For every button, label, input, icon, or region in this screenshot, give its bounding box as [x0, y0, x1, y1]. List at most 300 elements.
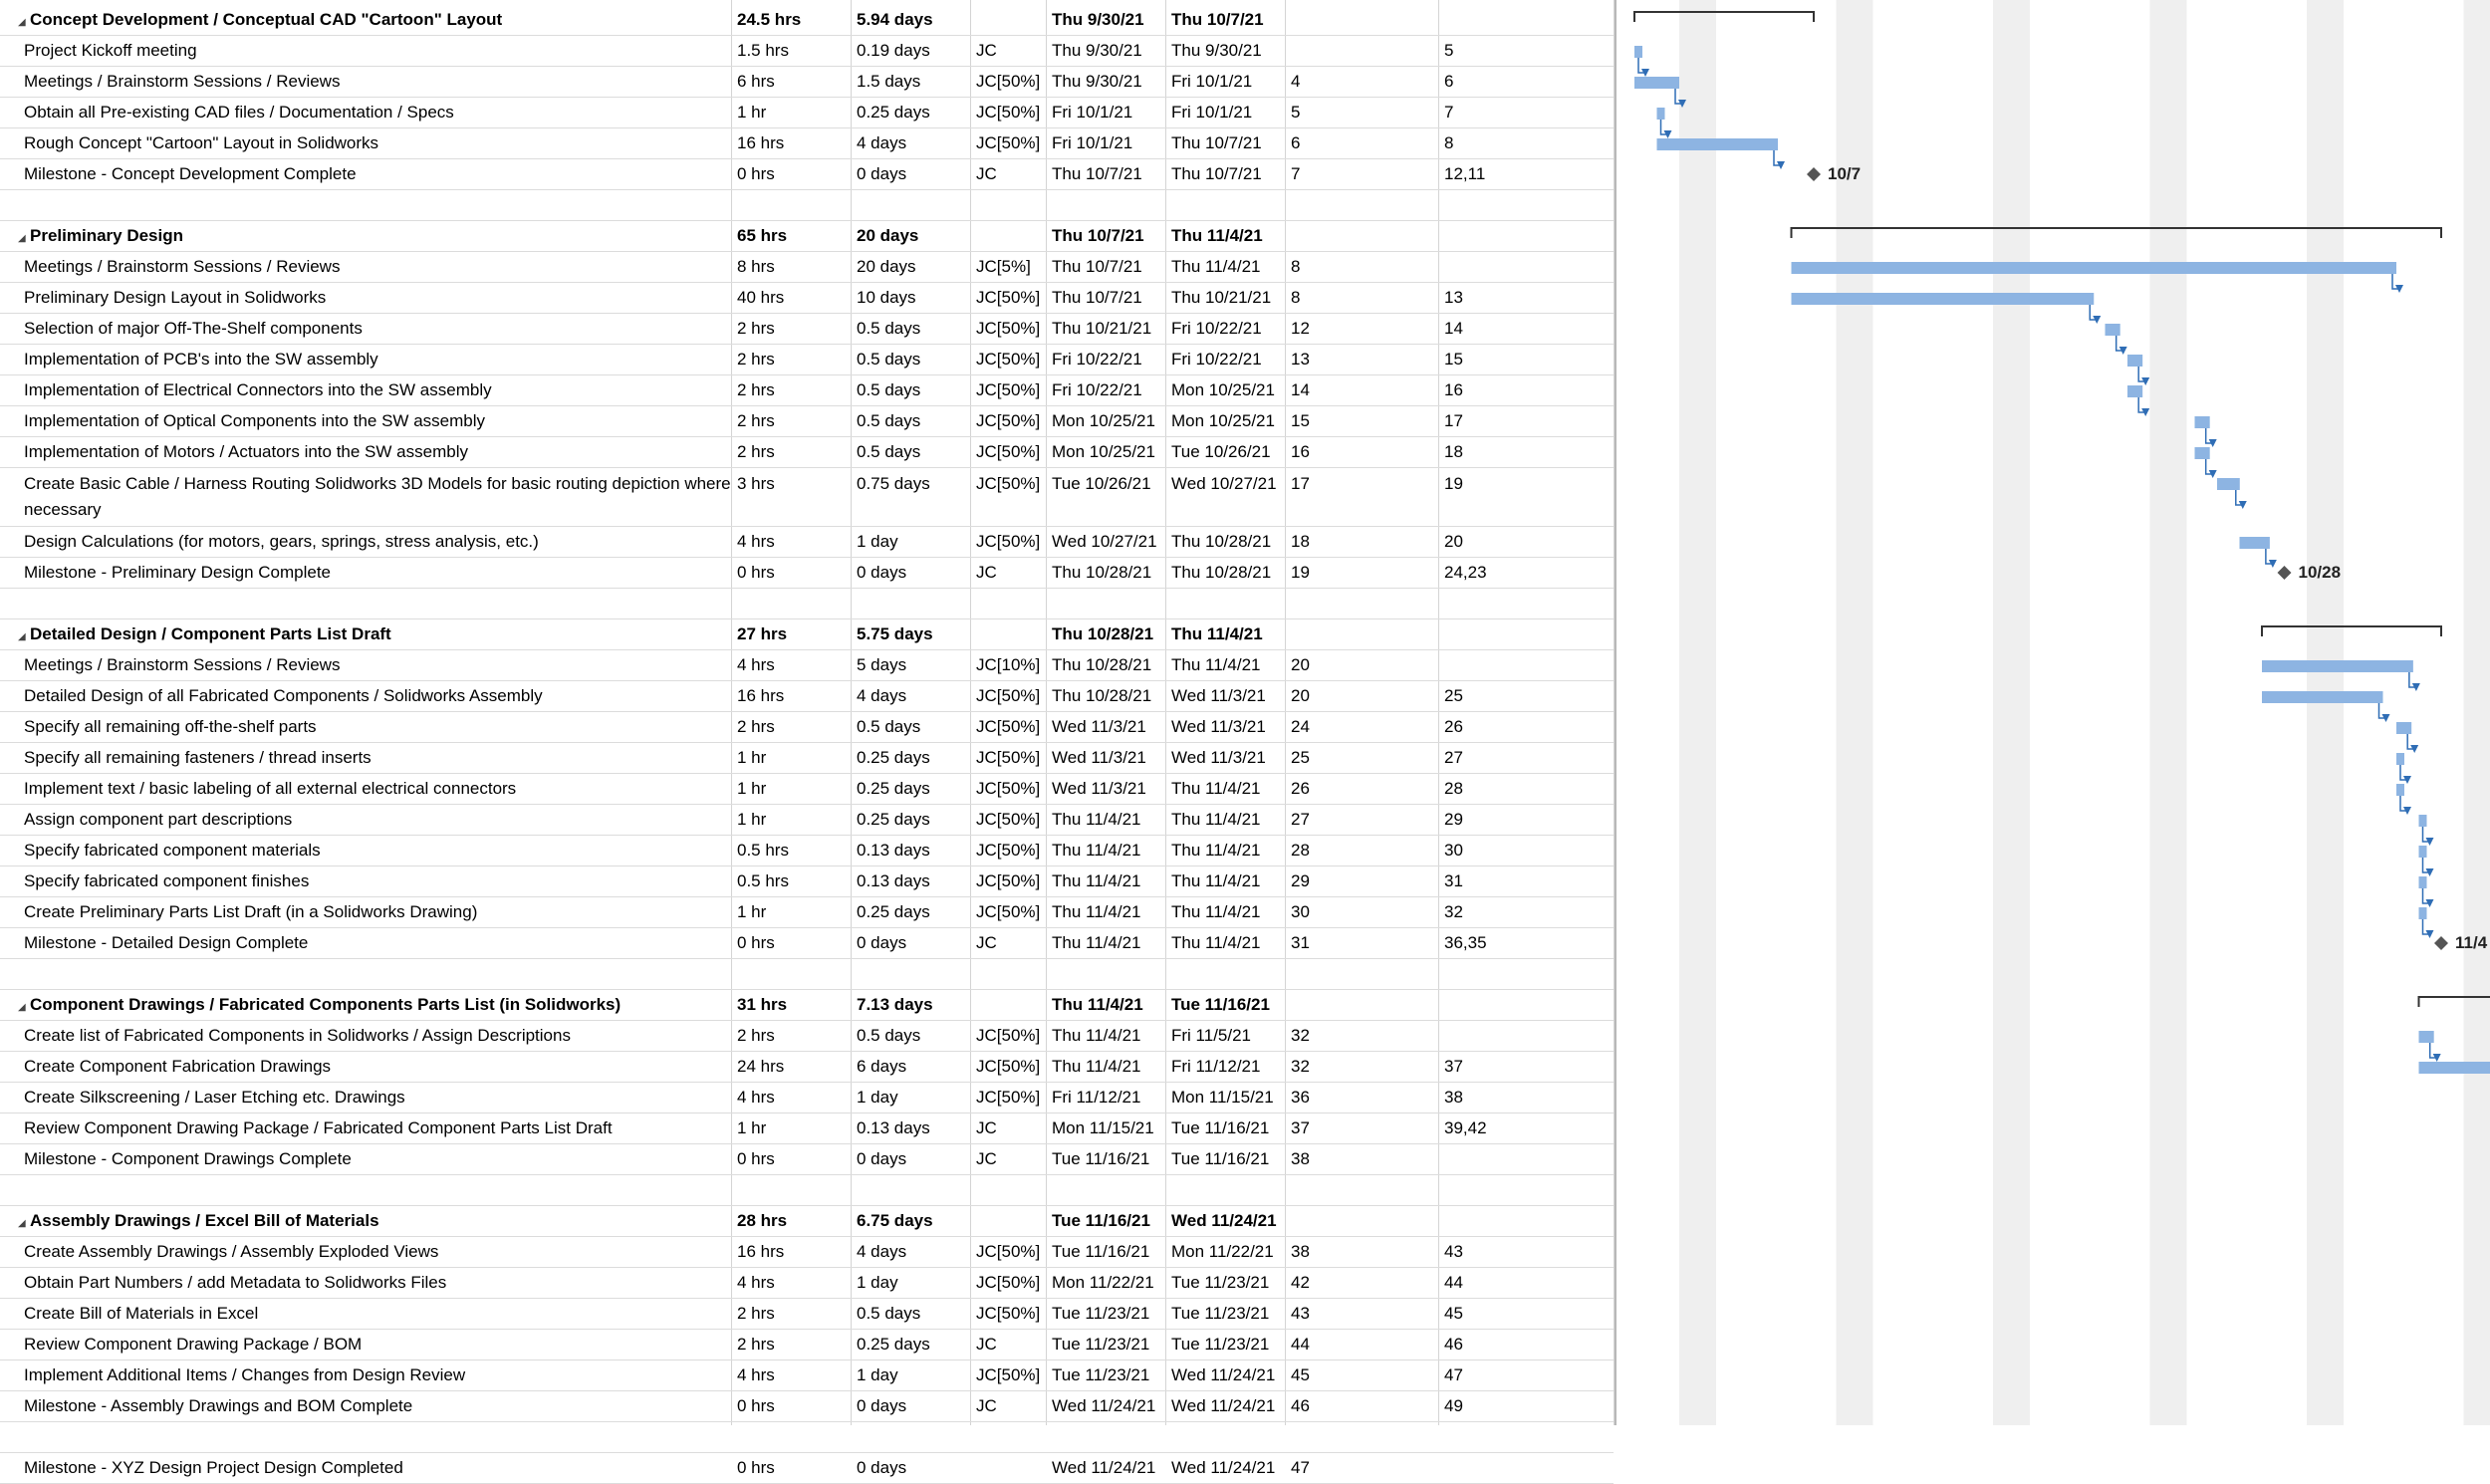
resource-cell[interactable] — [972, 619, 1046, 649]
work-cell[interactable]: 0 hrs — [733, 1391, 851, 1421]
task-row[interactable] — [0, 468, 1614, 527]
finish-cell[interactable]: Wed 11/3/21 — [1167, 681, 1285, 711]
work-cell[interactable]: 6 hrs — [733, 67, 851, 97]
task-row[interactable] — [0, 836, 1614, 866]
resource-cell[interactable]: JC[5%] — [972, 252, 1046, 282]
task-name-cell[interactable]: Meetings / Brainstorm Sessions / Reviews — [20, 650, 731, 680]
task-name-cell[interactable]: Specify all remaining fasteners / thread inserts — [20, 743, 731, 773]
start-cell[interactable]: Thu 10/28/21 — [1048, 650, 1165, 680]
predecessors-cell[interactable]: 15 — [1287, 406, 1438, 436]
work-cell[interactable]: 4 hrs — [733, 650, 851, 680]
start-cell[interactable]: Thu 10/7/21 — [1048, 221, 1165, 251]
duration-cell[interactable]: 0.5 days — [853, 375, 970, 405]
finish-cell[interactable]: Thu 10/21/21 — [1167, 283, 1285, 313]
work-cell[interactable]: 2 hrs — [733, 437, 851, 467]
predecessors-cell[interactable]: 12 — [1287, 314, 1438, 344]
finish-cell[interactable]: Thu 10/28/21 — [1167, 527, 1285, 557]
task-name-cell[interactable]: Milestone - Concept Development Complete — [20, 159, 731, 189]
successors-cell[interactable]: 36,35 — [1440, 928, 1614, 958]
task-row[interactable] — [0, 36, 1614, 67]
task-row[interactable] — [0, 345, 1614, 375]
resource-cell[interactable] — [972, 990, 1046, 1020]
resource-cell[interactable]: JC[50%] — [972, 128, 1046, 158]
work-cell[interactable]: 0 hrs — [733, 1453, 851, 1483]
start-cell[interactable]: Tue 11/23/21 — [1048, 1330, 1165, 1360]
task-name-cell[interactable]: Implementation of Electrical Connectors into the SW assembly — [20, 375, 731, 405]
resource-cell[interactable]: JC — [972, 1391, 1046, 1421]
task-row[interactable] — [0, 1360, 1614, 1391]
successors-cell[interactable]: 25 — [1440, 681, 1614, 711]
resource-cell[interactable]: JC — [972, 159, 1046, 189]
work-cell[interactable]: 16 hrs — [733, 128, 851, 158]
duration-cell[interactable]: 0 days — [853, 558, 970, 588]
work-cell[interactable]: 65 hrs — [733, 221, 851, 251]
resource-cell[interactable]: JC[50%] — [972, 406, 1046, 436]
collapse-caret-icon[interactable]: ◢ — [18, 993, 26, 1020]
task-row[interactable] — [0, 1330, 1614, 1360]
task-name-cell[interactable]: Specify all remaining off-the-shelf parts — [20, 712, 731, 742]
successors-cell[interactable]: 46 — [1440, 1330, 1614, 1360]
successors-cell[interactable]: 16 — [1440, 375, 1614, 405]
predecessors-cell[interactable]: 36 — [1287, 1083, 1438, 1113]
resource-cell[interactable]: JC[10%] — [972, 650, 1046, 680]
predecessors-cell[interactable]: 18 — [1287, 527, 1438, 557]
task-name-cell[interactable]: Implementation of PCB's into the SW assembly — [20, 345, 731, 374]
resource-cell[interactable]: JC[50%] — [972, 805, 1046, 835]
duration-cell[interactable]: 0.13 days — [853, 866, 970, 896]
work-cell[interactable]: 1 hr — [733, 897, 851, 927]
duration-cell[interactable]: 0.19 days — [853, 36, 970, 66]
duration-cell[interactable]: 0.5 days — [853, 712, 970, 742]
finish-cell[interactable]: Mon 10/25/21 — [1167, 375, 1285, 405]
successors-cell[interactable]: 47 — [1440, 1360, 1614, 1390]
duration-cell[interactable]: 1 day — [853, 1360, 970, 1390]
finish-cell[interactable]: Thu 11/4/21 — [1167, 252, 1285, 282]
duration-cell[interactable]: 20 days — [853, 221, 970, 251]
finish-cell[interactable]: Thu 11/4/21 — [1167, 897, 1285, 927]
task-name-cell[interactable]: Milestone - Preliminary Design Complete — [20, 558, 731, 588]
task-name-cell[interactable]: Create Assembly Drawings / Assembly Exploded Views — [20, 1237, 731, 1267]
start-cell[interactable]: Mon 11/15/21 — [1048, 1113, 1165, 1143]
resource-cell[interactable]: JC[50%] — [972, 866, 1046, 896]
successors-cell[interactable]: 13 — [1440, 283, 1614, 313]
successors-cell[interactable]: 32 — [1440, 897, 1614, 927]
collapse-caret-icon[interactable]: ◢ — [18, 224, 26, 251]
task-name-cell[interactable]: Implement Additional Items / Changes from Design Review — [20, 1360, 731, 1390]
start-cell[interactable]: Tue 11/23/21 — [1048, 1360, 1165, 1390]
work-cell[interactable]: 0 hrs — [733, 1144, 851, 1174]
finish-cell[interactable]: Fri 10/1/21 — [1167, 98, 1285, 127]
work-cell[interactable]: 16 hrs — [733, 1237, 851, 1267]
start-cell[interactable]: Tue 11/16/21 — [1048, 1144, 1165, 1174]
start-cell[interactable]: Thu 11/4/21 — [1048, 990, 1165, 1020]
resource-cell[interactable] — [972, 221, 1046, 251]
work-cell[interactable]: 2 hrs — [733, 712, 851, 742]
predecessors-cell[interactable]: 20 — [1287, 681, 1438, 711]
duration-cell[interactable]: 0.25 days — [853, 805, 970, 835]
resource-cell[interactable]: JC — [972, 1113, 1046, 1143]
start-cell[interactable]: Thu 9/30/21 — [1048, 67, 1165, 97]
successors-cell[interactable]: 44 — [1440, 1268, 1614, 1298]
start-cell[interactable]: Thu 10/28/21 — [1048, 558, 1165, 588]
finish-cell[interactable]: Wed 11/24/21 — [1167, 1206, 1285, 1236]
finish-cell[interactable]: Mon 11/22/21 — [1167, 1237, 1285, 1267]
finish-cell[interactable]: Wed 11/24/21 — [1167, 1453, 1285, 1483]
start-cell[interactable]: Wed 10/27/21 — [1048, 527, 1165, 557]
successors-cell[interactable]: 27 — [1440, 743, 1614, 773]
task-name-cell[interactable]: Preliminary Design Layout in Solidworks — [20, 283, 731, 313]
task-name-cell[interactable] — [14, 990, 725, 1020]
predecessors-cell[interactable] — [1287, 619, 1438, 649]
finish-cell[interactable]: Mon 11/15/21 — [1167, 1083, 1285, 1113]
task-name-cell[interactable]: Create Preliminary Parts List Draft (in a Solidworks Drawing) — [20, 897, 731, 927]
successors-cell[interactable] — [1440, 990, 1614, 1020]
task-row[interactable] — [0, 527, 1614, 558]
successors-cell[interactable]: 31 — [1440, 866, 1614, 896]
work-cell[interactable]: 24 hrs — [733, 1052, 851, 1082]
successors-cell[interactable]: 7 — [1440, 98, 1614, 127]
predecessors-cell[interactable]: 6 — [1287, 128, 1438, 158]
task-name-cell[interactable]: Assign component part descriptions — [20, 805, 731, 835]
successors-cell[interactable]: 28 — [1440, 774, 1614, 804]
start-cell[interactable]: Thu 11/4/21 — [1048, 836, 1165, 866]
duration-cell[interactable]: 0.25 days — [853, 774, 970, 804]
predecessors-cell[interactable]: 5 — [1287, 98, 1438, 127]
task-name-cell[interactable]: Design Calculations (for motors, gears, springs, stress analysis, etc.) — [20, 527, 731, 557]
successors-cell[interactable]: 12,11 — [1440, 159, 1614, 189]
resource-cell[interactable] — [972, 1453, 1046, 1483]
resource-cell[interactable]: JC[50%] — [972, 437, 1046, 467]
resource-cell[interactable] — [972, 5, 1046, 35]
successors-cell[interactable]: 29 — [1440, 805, 1614, 835]
work-cell[interactable]: 8 hrs — [733, 252, 851, 282]
duration-cell[interactable]: 0 days — [853, 1453, 970, 1483]
start-cell[interactable]: Wed 11/3/21 — [1048, 743, 1165, 773]
finish-cell[interactable]: Wed 10/27/21 — [1167, 468, 1285, 526]
resource-cell[interactable]: JC[50%] — [972, 375, 1046, 405]
duration-cell[interactable]: 6.75 days — [853, 1206, 970, 1236]
successors-cell[interactable] — [1440, 1453, 1614, 1483]
predecessors-cell[interactable]: 43 — [1287, 1299, 1438, 1329]
finish-cell[interactable]: Tue 11/16/21 — [1167, 1113, 1285, 1143]
finish-cell[interactable]: Tue 11/23/21 — [1167, 1268, 1285, 1298]
task-row[interactable] — [0, 128, 1614, 159]
successors-cell[interactable]: 19 — [1440, 468, 1614, 526]
pane-splitter[interactable] — [1615, 0, 1617, 1425]
duration-cell[interactable]: 6 days — [853, 1052, 970, 1082]
task-row[interactable] — [0, 437, 1614, 468]
start-cell[interactable]: Thu 10/21/21 — [1048, 314, 1165, 344]
task-row[interactable] — [0, 743, 1614, 774]
task-name-cell[interactable] — [14, 221, 725, 251]
task-name-cell[interactable] — [14, 1206, 725, 1236]
summary-task-row[interactable] — [0, 1206, 1614, 1237]
task-name-cell[interactable]: Create Component Fabrication Drawings — [20, 1052, 731, 1082]
start-cell[interactable]: Thu 9/30/21 — [1048, 36, 1165, 66]
start-cell[interactable]: Fri 10/1/21 — [1048, 128, 1165, 158]
predecessors-cell[interactable]: 42 — [1287, 1268, 1438, 1298]
predecessors-cell[interactable]: 44 — [1287, 1330, 1438, 1360]
task-name-cell[interactable]: Milestone - Detailed Design Complete — [20, 928, 731, 958]
task-name-cell[interactable]: Review Component Drawing Package / Fabricated Component Parts List Draft — [20, 1113, 731, 1143]
resource-cell[interactable]: JC — [972, 558, 1046, 588]
successors-cell[interactable]: 15 — [1440, 345, 1614, 374]
task-name-cell[interactable]: Selection of major Off-The-Shelf components — [20, 314, 731, 344]
duration-cell[interactable]: 0.5 days — [853, 1021, 970, 1051]
predecessors-cell[interactable] — [1287, 990, 1438, 1020]
work-cell[interactable]: 24.5 hrs — [733, 5, 851, 35]
predecessors-cell[interactable]: 8 — [1287, 252, 1438, 282]
task-name-cell[interactable] — [14, 5, 725, 35]
finish-cell[interactable]: Fri 10/22/21 — [1167, 345, 1285, 374]
task-row[interactable] — [0, 1144, 1614, 1175]
work-cell[interactable]: 4 hrs — [733, 527, 851, 557]
work-cell[interactable]: 4 hrs — [733, 1360, 851, 1390]
finish-cell[interactable]: Thu 11/4/21 — [1167, 836, 1285, 866]
duration-cell[interactable]: 0 days — [853, 1144, 970, 1174]
task-row[interactable] — [0, 897, 1614, 928]
work-cell[interactable]: 27 hrs — [733, 619, 851, 649]
finish-cell[interactable]: Thu 11/4/21 — [1167, 650, 1285, 680]
start-cell[interactable]: Thu 11/4/21 — [1048, 866, 1165, 896]
duration-cell[interactable]: 5.75 days — [853, 619, 970, 649]
successors-cell[interactable] — [1440, 5, 1614, 35]
task-row[interactable] — [0, 928, 1614, 959]
task-row[interactable] — [0, 283, 1614, 314]
task-name-cell[interactable]: Implement text / basic labeling of all external electrical connectors — [20, 774, 731, 804]
predecessors-cell[interactable]: 32 — [1287, 1021, 1438, 1051]
successors-cell[interactable] — [1440, 1206, 1614, 1236]
work-cell[interactable]: 0 hrs — [733, 159, 851, 189]
finish-cell[interactable]: Thu 10/7/21 — [1167, 5, 1285, 35]
successors-cell[interactable] — [1440, 1144, 1614, 1174]
start-cell[interactable]: Tue 11/23/21 — [1048, 1299, 1165, 1329]
resource-cell[interactable] — [972, 1206, 1046, 1236]
work-cell[interactable]: 1 hr — [733, 774, 851, 804]
finish-cell[interactable]: Thu 11/4/21 — [1167, 928, 1285, 958]
task-row[interactable] — [0, 650, 1614, 681]
task-row[interactable] — [0, 67, 1614, 98]
duration-cell[interactable]: 0.75 days — [853, 468, 970, 526]
work-cell[interactable]: 1 hr — [733, 1113, 851, 1143]
predecessors-cell[interactable]: 38 — [1287, 1237, 1438, 1267]
resource-cell[interactable]: JC[50%] — [972, 1083, 1046, 1113]
successors-cell[interactable]: 38 — [1440, 1083, 1614, 1113]
start-cell[interactable]: Tue 11/16/21 — [1048, 1206, 1165, 1236]
resource-cell[interactable]: JC — [972, 928, 1046, 958]
finish-cell[interactable]: Thu 10/28/21 — [1167, 558, 1285, 588]
task-name-cell[interactable]: Specify fabricated component finishes — [20, 866, 731, 896]
resource-cell[interactable]: JC[50%] — [972, 743, 1046, 773]
finish-cell[interactable]: Wed 11/24/21 — [1167, 1360, 1285, 1390]
task-row[interactable] — [0, 558, 1614, 589]
collapse-caret-icon[interactable]: ◢ — [18, 622, 26, 649]
task-row[interactable] — [0, 375, 1614, 406]
work-cell[interactable]: 2 hrs — [733, 1299, 851, 1329]
summary-task-row[interactable] — [0, 619, 1614, 650]
task-name-cell[interactable]: Rough Concept "Cartoon" Layout in Solidworks — [20, 128, 731, 158]
resource-cell[interactable]: JC[50%] — [972, 67, 1046, 97]
task-name-cell[interactable]: Create list of Fabricated Components in Solidworks / Assign Descriptions — [20, 1021, 731, 1051]
finish-cell[interactable]: Wed 11/24/21 — [1167, 1391, 1285, 1421]
successors-cell[interactable]: 20 — [1440, 527, 1614, 557]
start-cell[interactable]: Thu 11/4/21 — [1048, 1052, 1165, 1082]
predecessors-cell[interactable]: 4 — [1287, 67, 1438, 97]
resource-cell[interactable]: JC[50%] — [972, 774, 1046, 804]
finish-cell[interactable]: Wed 11/3/21 — [1167, 743, 1285, 773]
summary-task-row[interactable] — [0, 221, 1614, 252]
successors-cell[interactable] — [1440, 252, 1614, 282]
duration-cell[interactable]: 10 days — [853, 283, 970, 313]
task-name-cell[interactable]: Obtain all Pre-existing CAD files / Documentation / Specs — [20, 98, 731, 127]
predecessors-cell[interactable]: 29 — [1287, 866, 1438, 896]
finish-cell[interactable]: Tue 11/23/21 — [1167, 1330, 1285, 1360]
start-cell[interactable]: Mon 10/25/21 — [1048, 437, 1165, 467]
work-cell[interactable]: 1.5 hrs — [733, 36, 851, 66]
successors-cell[interactable]: 18 — [1440, 437, 1614, 467]
duration-cell[interactable]: 0.13 days — [853, 1113, 970, 1143]
successors-cell[interactable]: 5 — [1440, 36, 1614, 66]
start-cell[interactable]: Thu 11/4/21 — [1048, 805, 1165, 835]
task-name-cell[interactable] — [14, 619, 725, 649]
work-cell[interactable]: 3 hrs — [733, 468, 851, 526]
task-name-cell[interactable]: Milestone - Component Drawings Complete — [20, 1144, 731, 1174]
resource-cell[interactable]: JC[50%] — [972, 681, 1046, 711]
summary-task-row[interactable] — [0, 990, 1614, 1021]
task-name-cell[interactable]: Project Kickoff meeting — [20, 36, 731, 66]
resource-cell[interactable]: JC[50%] — [972, 1268, 1046, 1298]
successors-cell[interactable]: 45 — [1440, 1299, 1614, 1329]
task-name-cell[interactable]: Meetings / Brainstorm Sessions / Reviews — [20, 252, 731, 282]
predecessors-cell[interactable]: 31 — [1287, 928, 1438, 958]
predecessors-cell[interactable]: 7 — [1287, 159, 1438, 189]
start-cell[interactable]: Thu 11/4/21 — [1048, 928, 1165, 958]
start-cell[interactable]: Thu 10/28/21 — [1048, 681, 1165, 711]
resource-cell[interactable]: JC — [972, 1144, 1046, 1174]
work-cell[interactable]: 1 hr — [733, 743, 851, 773]
start-cell[interactable]: Wed 11/24/21 — [1048, 1453, 1165, 1483]
task-name-cell[interactable]: Create Bill of Materials in Excel — [20, 1299, 731, 1329]
start-cell[interactable]: Wed 11/3/21 — [1048, 712, 1165, 742]
start-cell[interactable]: Thu 11/4/21 — [1048, 1021, 1165, 1051]
successors-cell[interactable]: 39,42 — [1440, 1113, 1614, 1143]
duration-cell[interactable]: 1 day — [853, 1268, 970, 1298]
finish-cell[interactable]: Thu 10/7/21 — [1167, 159, 1285, 189]
duration-cell[interactable]: 0.5 days — [853, 406, 970, 436]
finish-cell[interactable]: Thu 11/4/21 — [1167, 774, 1285, 804]
duration-cell[interactable]: 5.94 days — [853, 5, 970, 35]
predecessors-cell[interactable] — [1287, 221, 1438, 251]
work-cell[interactable]: 4 hrs — [733, 1083, 851, 1113]
resource-cell[interactable]: JC[50%] — [972, 1237, 1046, 1267]
predecessors-cell[interactable]: 8 — [1287, 283, 1438, 313]
predecessors-cell[interactable] — [1287, 1206, 1438, 1236]
start-cell[interactable]: Thu 10/7/21 — [1048, 283, 1165, 313]
summary-task-row[interactable] — [0, 5, 1614, 36]
finish-cell[interactable]: Fri 10/1/21 — [1167, 67, 1285, 97]
predecessors-cell[interactable]: 47 — [1287, 1453, 1438, 1483]
successors-cell[interactable]: 8 — [1440, 128, 1614, 158]
resource-cell[interactable]: JC — [972, 1330, 1046, 1360]
duration-cell[interactable]: 5 days — [853, 650, 970, 680]
work-cell[interactable]: 28 hrs — [733, 1206, 851, 1236]
start-cell[interactable]: Thu 11/4/21 — [1048, 897, 1165, 927]
work-cell[interactable]: 2 hrs — [733, 1330, 851, 1360]
duration-cell[interactable]: 20 days — [853, 252, 970, 282]
finish-cell[interactable]: Fri 10/22/21 — [1167, 314, 1285, 344]
start-cell[interactable]: Thu 10/28/21 — [1048, 619, 1165, 649]
resource-cell[interactable]: JC[50%] — [972, 1299, 1046, 1329]
task-row[interactable] — [0, 1083, 1614, 1113]
predecessors-cell[interactable]: 25 — [1287, 743, 1438, 773]
resource-cell[interactable]: JC[50%] — [972, 314, 1046, 344]
resource-cell[interactable]: JC[50%] — [972, 345, 1046, 374]
resource-cell[interactable]: JC[50%] — [972, 1021, 1046, 1051]
resource-cell[interactable]: JC[50%] — [972, 1052, 1046, 1082]
duration-cell[interactable]: 0.5 days — [853, 1299, 970, 1329]
predecessors-cell[interactable]: 17 — [1287, 468, 1438, 526]
resource-cell[interactable]: JC[50%] — [972, 283, 1046, 313]
task-row[interactable] — [0, 1113, 1614, 1144]
finish-cell[interactable]: Mon 10/25/21 — [1167, 406, 1285, 436]
task-row[interactable] — [0, 159, 1614, 190]
predecessors-cell[interactable]: 45 — [1287, 1360, 1438, 1390]
finish-cell[interactable]: Thu 10/7/21 — [1167, 128, 1285, 158]
predecessors-cell[interactable]: 46 — [1287, 1391, 1438, 1421]
task-name-cell[interactable]: Milestone - Assembly Drawings and BOM Complete — [20, 1391, 731, 1421]
work-cell[interactable]: 2 hrs — [733, 345, 851, 374]
duration-cell[interactable]: 0.25 days — [853, 897, 970, 927]
start-cell[interactable]: Thu 10/7/21 — [1048, 252, 1165, 282]
duration-cell[interactable]: 7.13 days — [853, 990, 970, 1020]
start-cell[interactable]: Wed 11/24/21 — [1048, 1391, 1165, 1421]
work-cell[interactable]: 0 hrs — [733, 558, 851, 588]
work-cell[interactable]: 40 hrs — [733, 283, 851, 313]
finish-cell[interactable]: Wed 11/3/21 — [1167, 712, 1285, 742]
start-cell[interactable]: Fri 11/12/21 — [1048, 1083, 1165, 1113]
predecessors-cell[interactable]: 28 — [1287, 836, 1438, 866]
start-cell[interactable]: Thu 9/30/21 — [1048, 5, 1165, 35]
start-cell[interactable]: Tue 10/26/21 — [1048, 468, 1165, 526]
successors-cell[interactable]: 17 — [1440, 406, 1614, 436]
duration-cell[interactable]: 0.5 days — [853, 314, 970, 344]
finish-cell[interactable]: Fri 11/5/21 — [1167, 1021, 1285, 1051]
duration-cell[interactable]: 4 days — [853, 681, 970, 711]
finish-cell[interactable]: Tue 11/23/21 — [1167, 1299, 1285, 1329]
resource-cell[interactable]: JC[50%] — [972, 468, 1046, 526]
duration-cell[interactable]: 0.25 days — [853, 1330, 970, 1360]
work-cell[interactable]: 0.5 hrs — [733, 836, 851, 866]
predecessors-cell[interactable] — [1287, 36, 1438, 66]
predecessors-cell[interactable]: 19 — [1287, 558, 1438, 588]
predecessors-cell[interactable]: 20 — [1287, 650, 1438, 680]
duration-cell[interactable]: 0.5 days — [853, 345, 970, 374]
predecessors-cell[interactable]: 24 — [1287, 712, 1438, 742]
successors-cell[interactable] — [1440, 619, 1614, 649]
successors-cell[interactable]: 24,23 — [1440, 558, 1614, 588]
predecessors-cell[interactable]: 14 — [1287, 375, 1438, 405]
predecessors-cell[interactable]: 30 — [1287, 897, 1438, 927]
start-cell[interactable]: Wed 11/3/21 — [1048, 774, 1165, 804]
task-row[interactable] — [0, 805, 1614, 836]
successors-cell[interactable] — [1440, 221, 1614, 251]
start-cell[interactable]: Fri 10/1/21 — [1048, 98, 1165, 127]
duration-cell[interactable]: 0 days — [853, 1391, 970, 1421]
resource-cell[interactable]: JC[50%] — [972, 712, 1046, 742]
resource-cell[interactable]: JC — [972, 36, 1046, 66]
resource-cell[interactable]: JC[50%] — [972, 897, 1046, 927]
task-row[interactable] — [0, 774, 1614, 805]
